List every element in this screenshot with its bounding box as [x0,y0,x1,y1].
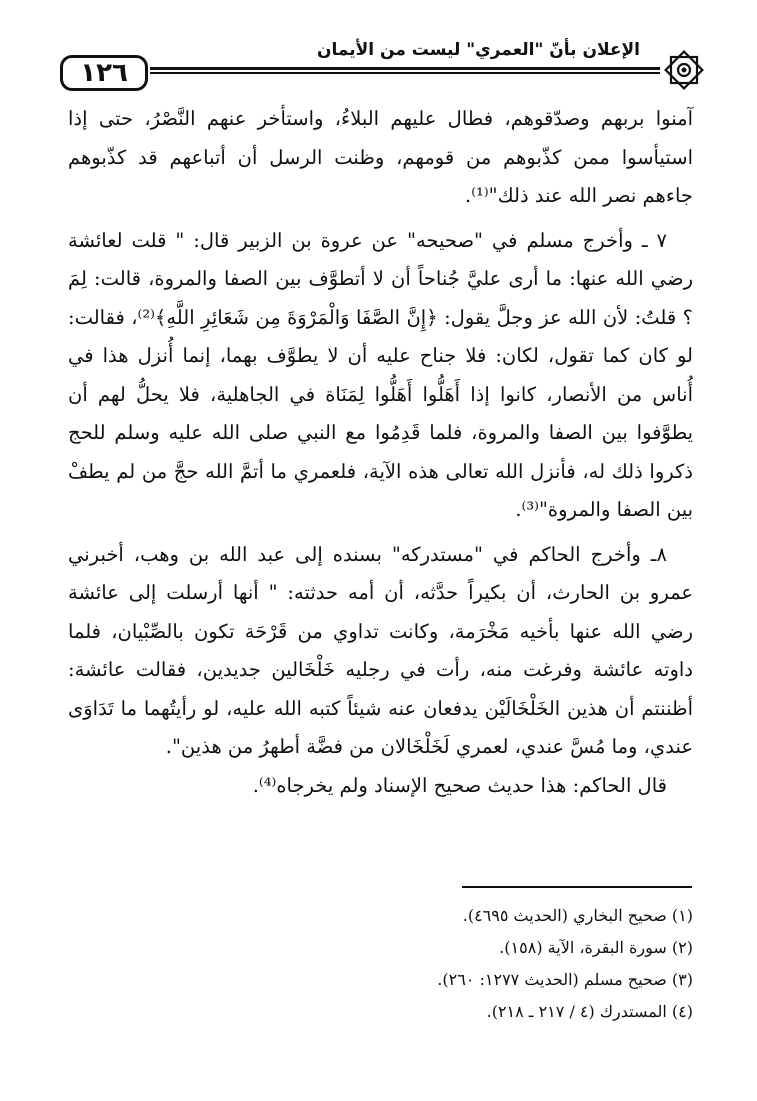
header-rule-thin [150,72,660,74]
ornament-icon [662,48,706,92]
footnote-rule [462,886,692,888]
paragraph: ٧ ـ وأخرج مسلم في "صحيحه" عن عروة بن الزبير قال: " قلت لعائشة رضي الله عنها: ما أرى عليَّ جُناحاً أن لا أتطوَّف بين الصفا والمروة، قالت: لِمَ ؟ قلتُ: لأن الله عز وجلَّ يقول: ﴿إِنَّ الصَّفَا وَالْمَرْوَةَ مِن شَعَائِرِ اللَّهِ﴾⁽²⁾، فقالت: لو كان كما تقول، لكان: فلا جناح عليه أن لا يطوَّف بهما، إنما أُنزل هذا في أُناس من الأنصار، كانوا إذا أَهَلُّوا أَهَلُّوا لِمَنَاة في الجاهلية، فلا يحلُّ لهم أن يطوَّفوا بين الصفا والمروة، فلما قَدِمُوا مع النبي صلى الله عليه وسلم للحج ذكروا ذلك له، فأنزل الله تعالى هذه الآية، فلعمري ما أتمَّ الله حجَّ من لم يطفْ بين الصفا والمروة"⁽³⁾. [68,228,693,521]
paragraph: قال الحاكم: هذا حديث صحيح الإسناد ولم يخرجاه⁽⁴⁾. [252,773,667,797]
paragraph: ٨ـ وأخرج الحاكم في "مستدركه" بسنده إلى عبد الله بن وهب، أخبرني عمرو بن الحارث، أن بكيراً حدَّثه، أن أمه حدثته: " أنها أرسلت إلى عائشة رضي الله عنها بأخيه مَخْرَمة، وكانت تداوي من قَرْحَة تكون بالصِّبْيان، فلما داوته عائشة وفرغت منه، رأت في رجليه خَلْخَالين جديدين، فقالت عائشة: أظننتم أن هذين الخَلْخَالَيْن يدفعان عنه شيئاً كتبه الله عليه، لو رأيتُهما ما تَدَاوَى عندي، وما مُسَّ عندي، لعمري لَخَلْخَالان من فضَّة أطهرُ من هذين". [68,542,693,758]
footnotes [300,900,693,1028]
footnote-item: (٣) صحيح مسلم (الحديث ١٢٧٧: ٢٦٠). [437,970,693,989]
running-title: الإعلان بأنّ "العمري" ليست من الأيمان [316,40,640,60]
header-rule [150,67,660,70]
page-number: ١٢٦ [60,55,148,91]
footnote-item: (٤) المستدرك (٤ / ٢١٧ ـ ٢١٨). [486,1002,693,1021]
main-text [68,100,693,805]
paragraph: آمنوا بربهم وصدّقوهم، فطال عليهم البلاءُ، واستأخر عنهم النَّصْرُ، حتى إذا استيأسوا ممن كذّبوهم من قومهم، وظنت الرسل أن أتباعهم قد كذّبوهم جاءهم نصر الله عند ذلك"⁽¹⁾. [68,107,693,207]
footnote-item: (٢) سورة البقرة، الآية (١٥٨). [499,938,693,957]
footnote-item: (١) صحيح البخاري (الحديث ٤٦٩٥). [462,906,693,925]
